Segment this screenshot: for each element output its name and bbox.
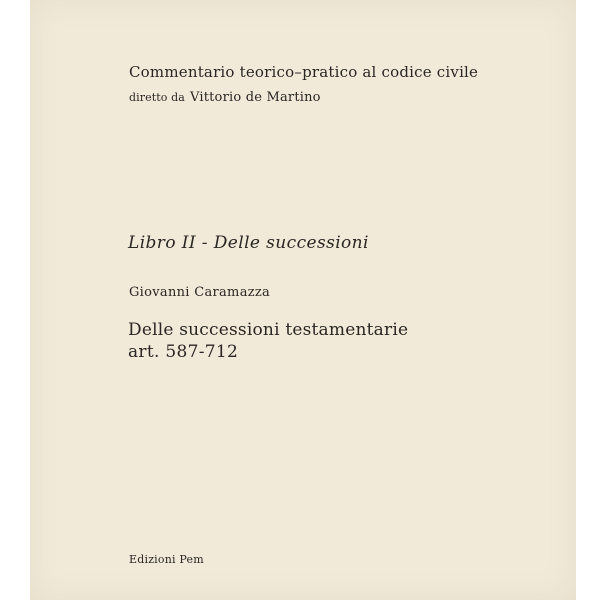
- work-title: Delle successioni testamentarie: [128, 320, 409, 340]
- director-name: Vittorio de Martino: [189, 90, 321, 105]
- director-line: [129, 86, 321, 105]
- series-title: Commentario teorico–pratico al codice civile: [129, 63, 479, 81]
- director-prefix: diretto da: [129, 91, 185, 104]
- publisher-name: Edizioni Pem: [129, 553, 204, 566]
- author-name: Giovanni Caramazza: [129, 285, 271, 300]
- book-title: Libro II - Delle successioni: [128, 233, 369, 253]
- title-page: [30, 0, 576, 600]
- articles-range: art. 587-712: [128, 342, 239, 362]
